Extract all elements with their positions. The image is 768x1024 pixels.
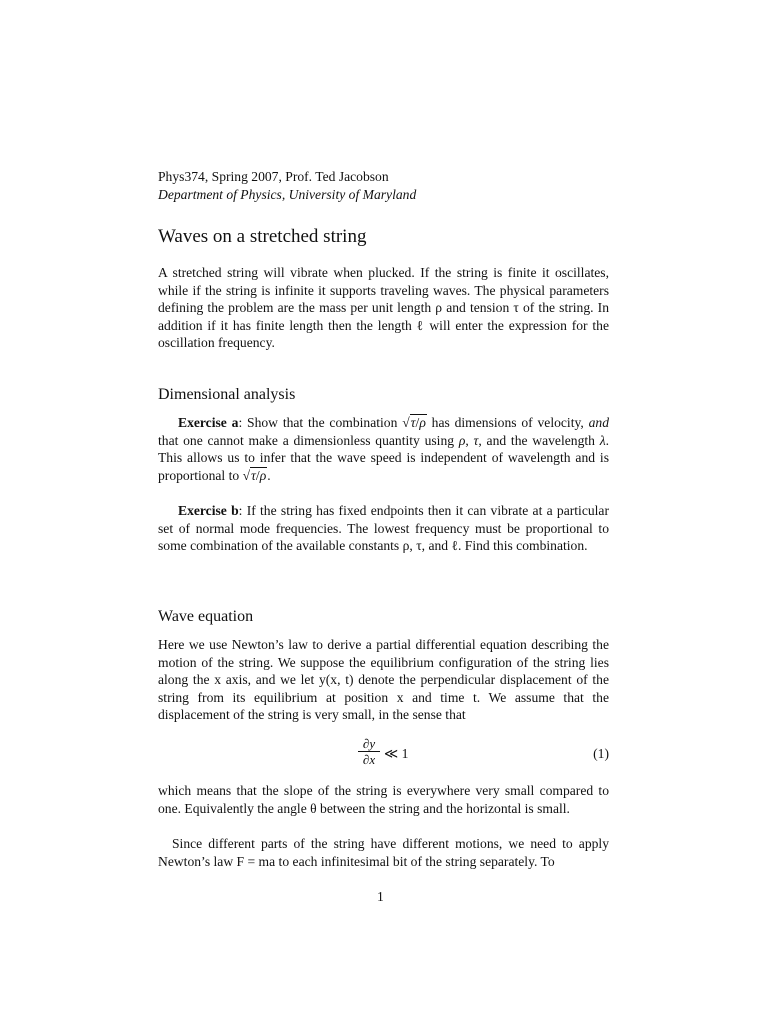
- section-heading-wave: Wave equation: [158, 608, 254, 625]
- exercise-b-paragraph: [158, 502, 609, 555]
- intro-paragraph: A stretched string will vibrate when plucked. If the string is finite it oscillates, while if the string is infinite it supports traveling waves. The physical parameters defining the problem are the mass per unit length ρ and tension τ of the string. In addition if it has finite length then the length ℓ will enter the expression for the oscillation frequency.: [158, 265, 609, 351]
- exercise-b-label: Exercise b: [178, 503, 239, 518]
- slope-fraction: $\frac{\partial y}{\partial x}$: [358, 736, 380, 767]
- exercise-a-paragraph: Exercise a: Show that the combination √τ/ρ has dimensions of velocity, and that one cannot make a dimensionless quantity using ρ, τ, and the wavelength λ. This allows us to infer that the wave speed is independent of wavelength and is proportional to √τ/ρ.: [158, 415, 609, 483]
- section-heading-dimensional: Dimensional analysis: [158, 386, 296, 403]
- exercise-a-label: Exercise a: [178, 415, 239, 430]
- course-line: Phys374, Spring 2007, Prof. Ted Jacobson: [158, 169, 389, 184]
- wave-paragraph-1: Here we use Newton’s law to derive a partial differential equation describing the motion of the string. We suppose the equilibrium configuration of the string lies along the x axis, and we let y(x, t) denote the perpendicular displacement of the string from its equilibrium at position x and time t. We assume that the displacement of the string is very small, in the sense that: [158, 637, 609, 723]
- page-number: 1: [377, 889, 384, 904]
- department-line: Department of Physics, University of Maryland: [158, 186, 417, 202]
- equation-number: (1): [593, 746, 609, 761]
- paper-page: [158, 168, 609, 869]
- wave-paragraph-3: Since different parts of the string have different motions, we need to apply Newton’s law F = ma to each infinitesimal bit of the string separately. To: [158, 836, 609, 869]
- paper-title: Waves on a stretched string: [158, 226, 367, 247]
- wave-paragraph-2: which means that the slope of the string is everywhere very small compared to one. Equivalently the angle θ between the string and the horizontal is small.: [158, 783, 609, 816]
- much-less-than-one: ≪ 1: [384, 746, 409, 761]
- equation-1: [158, 736, 609, 772]
- exercise-b-text: : If the string has fixed endpoints then it can vibrate at a particular set of normal mode frequencies. The lowest frequency must be proportional to some combination of the available constants ρ, τ, and ℓ. Find this combination.: [158, 503, 609, 554]
